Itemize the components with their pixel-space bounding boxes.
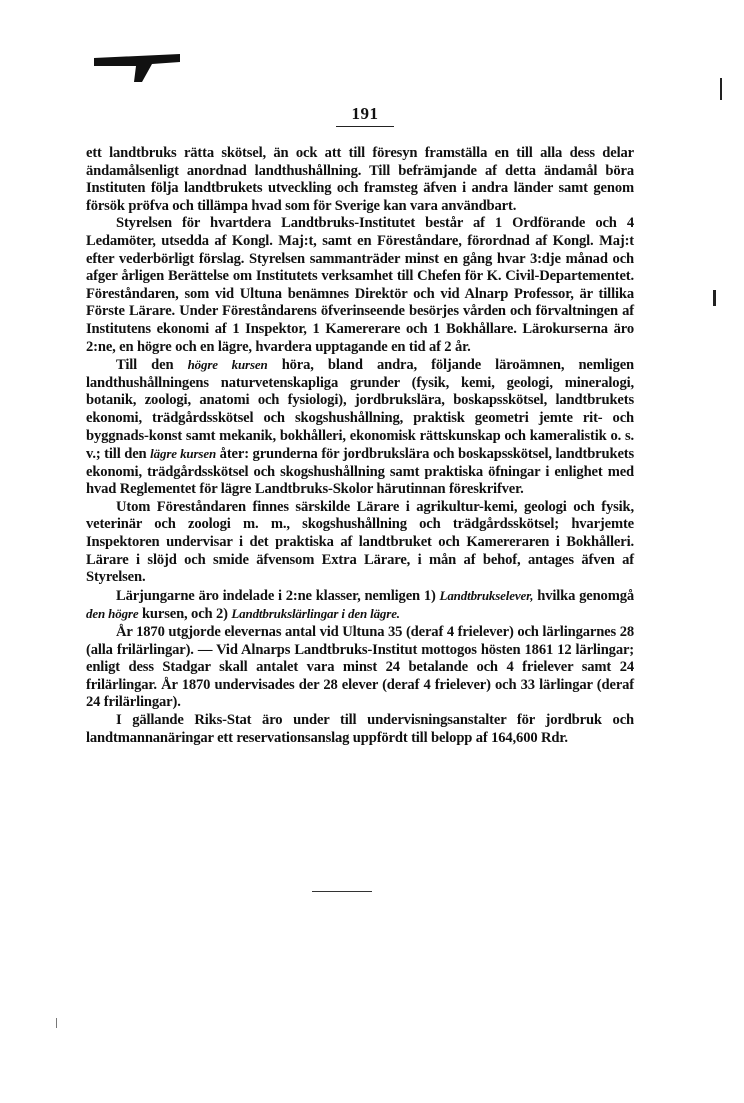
paragraph-5-text-middle2: kursen, och 2) bbox=[138, 606, 232, 623]
margin-tick bbox=[56, 1018, 57, 1028]
paragraph-1: ett landtbruks rätta skötsel, än ock att till föresyn framställa en till alla dess delar ändamålsenligt anordnad landthushållning. Till befrämjande af detta ändamål böra Instituten följa landtbrukets utveckling och framsteg äfven i andra länder samt genom försök pröfva och tillämpa hvad som för Sverige kan vara användbart. bbox=[86, 145, 634, 214]
body-text bbox=[86, 145, 634, 747]
paragraph-4: Utom Föreståndaren finnes särskilde Lärare i agrikultur-kemi, geologi och fysik, veterinär och zoologi m. m., skogshushållning och trädgårdsskötsel; hvarjemte Inspektoren undervisar i det praktiska af landtbruket och Kamereraren i Bokhålleri. Lärare i slöjd och smide äfvensom Extra Lärare, i mån af behof, antages äfven af Styrelsen. bbox=[86, 498, 634, 586]
paragraph-3-text-middle: höra, bland andra, följande läroämnen, nemligen landthushållningens naturvetenskapliga grunder (fysik, kemi, geologi, mineralogi, botanik, zoologi, anatomi och fysiologi), jordbrukslära, boskapsskötsel, landtbrukets ekonomi, trädgårdsskötsel och skogshushållning, praktisk geometri jemte rit- och byggnads-konst samt mekanik, bokhålleri, ekonomisk rättskunskap och kameralistik o. s. v.; till den bbox=[86, 357, 635, 463]
edge-mark-middle bbox=[713, 290, 716, 306]
paragraph-5 bbox=[86, 587, 634, 624]
emphasis-lagre-kursen: lägre kursen bbox=[150, 446, 217, 462]
page-number-rule bbox=[336, 126, 394, 127]
paragraph-3 bbox=[86, 356, 634, 499]
emphasis-landtbrukselever: Landtbrukselever, bbox=[439, 587, 534, 603]
emphasis-landtbrukslarlingar: Landtbrukslärlingar i den lägre. bbox=[231, 606, 400, 622]
emphasis-hogre-kursen: högre kursen bbox=[187, 357, 268, 373]
paragraph-7: I gällande Riks-Stat äro under till undervisningsanstalter för jordbruk och landtmannanäringar ett reservationsanslag uppfördt till belopp af 164,600 Rdr. bbox=[86, 712, 634, 746]
scan-artifact-mark bbox=[92, 52, 182, 88]
emphasis-den-hogre: den högre bbox=[86, 606, 139, 622]
paragraph-5-text-middle: hvilka genomgå bbox=[533, 587, 635, 604]
paragraph-5-text: Lärjungarne äro indelade i 2:ne klasser, nemligen 1) bbox=[116, 587, 440, 604]
end-divider bbox=[312, 891, 372, 892]
paragraph-2: Styrelsen för hvartdera Landtbruks-Institutet består af 1 Ordförande och 4 Ledamöter, utsedda af Kongl. Maj:t, samt en Föreståndare, förordnad af Kongl. Maj:t efter vederbörligt förslag. Styrelsen sammanträder minst en gång hvar 3:dje månad och afger årligen Berättelse om Institutets verksamhet till Chefen för K. Civil-Departementet. Föreståndaren, som vid Ultuna benämnes Direktör och vid Alnarp Professor, är tillika Förste Lärare. Under Föreståndarens öfverinseende besörjes vården och förvaltningen af Institutens ekonomi af 1 Inspektor, 1 Kamererare och 1 Bokhållare. Lärokurserna äro 2:ne, en högre och en lägre, hvardera upptagande en tid af 2 år. bbox=[86, 215, 634, 355]
paragraph-3-text-end: åter: grunderna för jordbrukslära och boskapsskötsel, landtbrukets ekonomi, trädgårdsskötsel och skogshushållning samt praktiska öfningar i enlighet med hvad Reglementet för lägre Landtbruks-Skolor härutinnan föreskrifver. bbox=[86, 446, 635, 498]
page-number: 191 bbox=[351, 104, 379, 123]
paragraph-3-text: Till den bbox=[116, 357, 188, 374]
edge-mark-top bbox=[720, 78, 722, 100]
paragraph-6: År 1870 utgjorde elevernas antal vid Ultuna 35 (deraf 4 frielever) och lärlingarnes 28 (alla frilärlingar). — Vid Alnarps Landtbruks-Institut mottogos hösten 1861 12 lärlingar; enligt dess Stadgar skall antalet vara minst 24 betalande och 4 frielever samt 24 frilärlingar. År 1870 undervisades der 28 elever (deraf 4 frielever) och 33 lärlingar (deraf 24 frilärlingar). bbox=[86, 624, 634, 711]
